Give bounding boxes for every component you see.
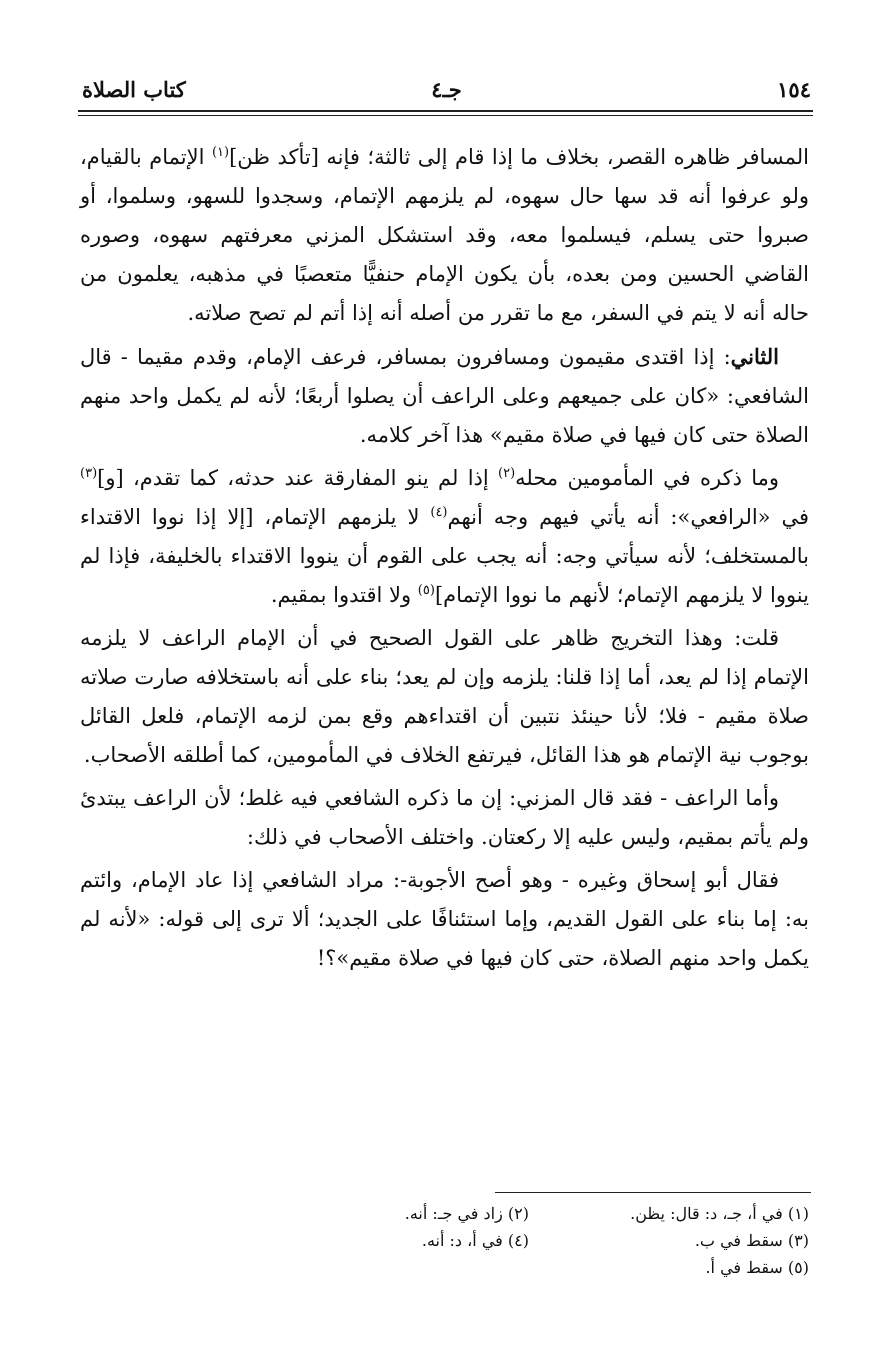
text-run: وأما الراعف - فقد قال المزني: إن ما ذكره الشافعي فيه غلط؛ لأن الراعف يبتدئ ولم يأتم بمقيم، وليس عليه إلا ركعتان. واختلف الأصحاب في ذلك: xyxy=(80,786,809,849)
footnote: (٥) سقط في أ. xyxy=(705,1258,809,1277)
paragraph xyxy=(80,459,809,615)
paragraph xyxy=(80,779,809,857)
header-rule-thin xyxy=(78,115,813,116)
paragraph xyxy=(80,619,809,775)
paragraph xyxy=(80,337,809,455)
footnotes xyxy=(249,1200,809,1281)
footnote-ref: (٤) xyxy=(430,505,448,520)
footnote: (٣) سقط في ب. xyxy=(694,1231,809,1250)
running-header xyxy=(82,74,811,104)
text-run: الإتمام بالقيام، ولو عرفوا أنه قد سها حال سهوه، لم يلزمهم الإتمام، وسجدوا للسهو، وسلموا، أو صبروا حتى يسلم، فيسلموا معه، وقد استشكل المزني معرفتهم سهوه، وصوره القاضي الحسين ومن بعده، بأن يكون الإمام حنفيًّا متعصبًا في مذهبه، يعلمون من حاله أنه لا يتم في السفر، مع ما تقرر من أصله أنه إذا أتم لم تصح صلاته. xyxy=(80,145,809,325)
footnote: (١) في أ، جـ، د: قال: يظن. xyxy=(630,1204,809,1223)
text-run: : إذا اقتدى مقيمون ومسافرون بمسافر، فرعف الإمام، وقدم مقيما - قال الشافعي: «كان على جميعهم وعلى الراعف أن يصلوا أربعًا؛ لأنه لم يكمل واحد منهم الصلاة حتى كان فيها في صلاة مقيم» هذا آخر كلامه. xyxy=(80,345,809,447)
text-run: لا يلزمهم الإتمام، [إلا إذا نووا الاقتداء بالمستخلف؛ لأنه سيأتي وجه: أنه يجب على القوم أن ينووا الاقتداء بالخليفة، فإذا لم ينووا لا يلزمهم الإتمام؛ لأنهم ما نووا الإتمام] xyxy=(80,505,809,607)
footnote: (٢) زاد في جـ: أنه. xyxy=(404,1204,529,1223)
footnote-ref: (٣) xyxy=(80,466,98,481)
book-title: كتاب الصلاة xyxy=(82,76,186,102)
section-keyword: الثاني xyxy=(730,344,779,369)
volume-label: جـ٤ xyxy=(431,76,462,102)
footnote-rule xyxy=(495,1192,811,1193)
paragraph xyxy=(80,138,809,333)
page-number: ١٥٤ xyxy=(777,76,811,102)
footnote-ref: (١) xyxy=(211,145,230,160)
text-run: في «الرافعي»: أنه يأتي فيهم وجه أنهم xyxy=(447,505,809,529)
text-run: وما ذكره في المأمومين محله xyxy=(515,466,779,490)
footnote-ref: (٢) xyxy=(498,466,516,481)
text-run: المسافر ظاهره القصر، بخلاف ما إذا قام إلى ثالثة؛ فإنه [تأكد ظن] xyxy=(229,145,809,169)
footnote: (٤) في أ، د: أنه. xyxy=(421,1231,529,1250)
text-run: فقال أبو إسحاق وغيره - وهو أصح الأجوبة-: مراد الشافعي إذا عاد الإمام، وائتم به: إما بناء على القول القديم، وإما استئنافًا على الجديد؛ ألا ترى إلى قوله: «لأنه لم يكمل واحد منهم الصلاة، حتى كان فيها في صلاة مقيم»؟! xyxy=(80,868,809,970)
text-run: قلت: وهذا التخريج ظاهر على القول الصحيح في أن الإمام الراعف لا يلزمه الإتمام إذا لم يعد، أما إذا قلنا: يلزمه وإن لم يعد؛ بناء على أنه باستخلافه صارت صلاته صلاة مقيم - فلا؛ لأنا حينئذ نتبين أن اقتداءهم وقع بمن لزمه الإتمام، فلعل القائل بوجوب نية الإتمام هو هذا القائل، فيرتفع الخلاف في المأمومين، كما أطلقه الأصحاب. xyxy=(80,626,809,767)
header-rule xyxy=(78,110,813,112)
footnote-ref: (٥) xyxy=(417,583,435,598)
text-run: إذا لم ينو المفارقة عند حدثه، كما تقدم، [و] xyxy=(97,466,499,490)
main-text xyxy=(80,138,809,982)
text-run: ولا اقتدوا بمقيم. xyxy=(270,583,418,607)
paragraph xyxy=(80,861,809,978)
